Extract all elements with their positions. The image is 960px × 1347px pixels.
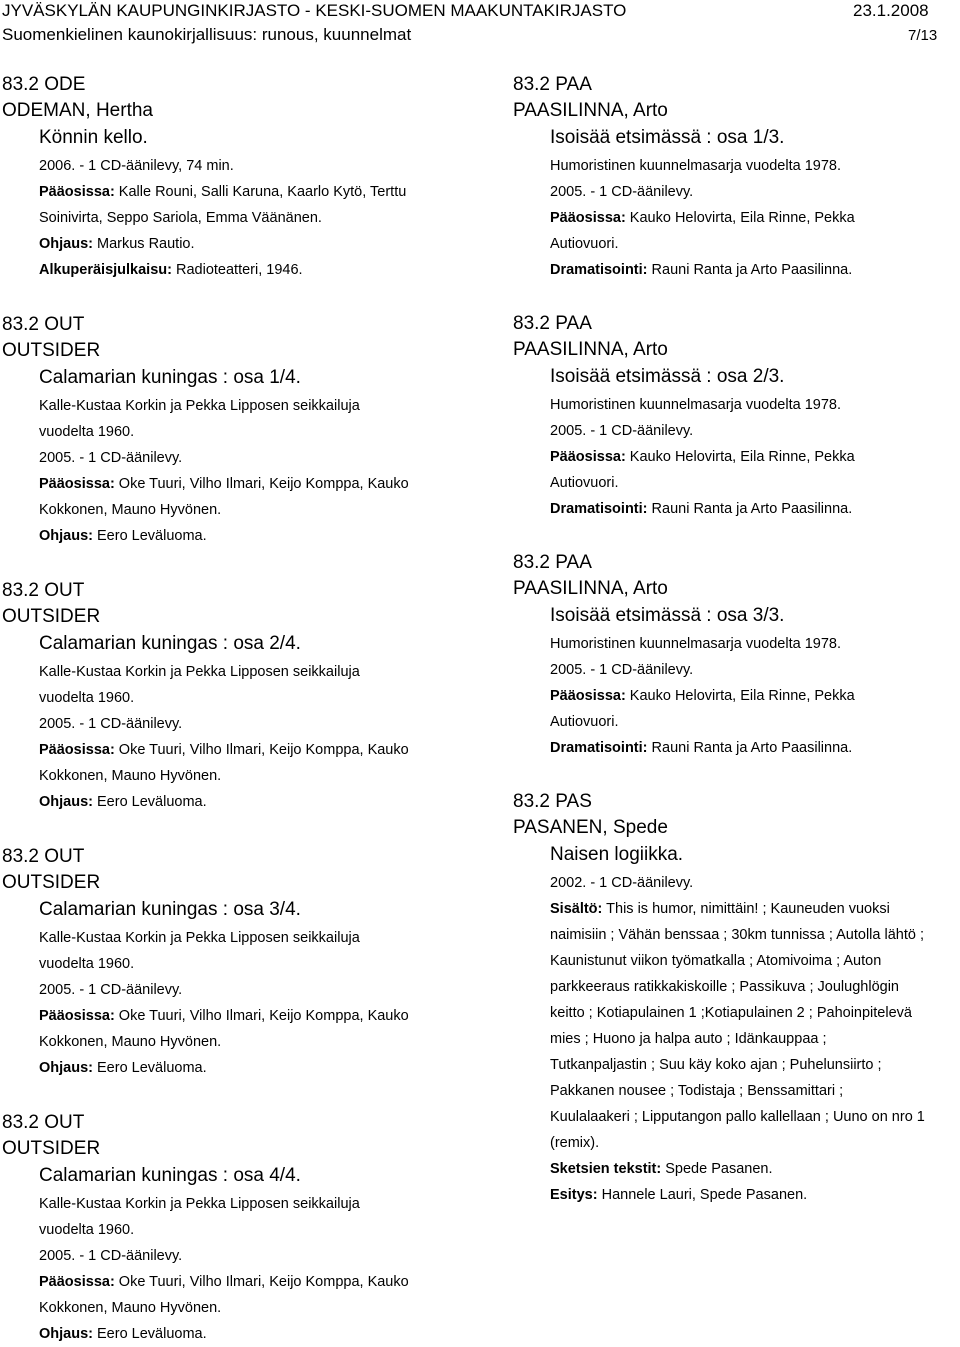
detail-line	[513, 153, 960, 179]
detail-line	[2, 257, 472, 283]
detail-line	[513, 231, 960, 257]
detail-text: 2005. - 1 CD-äänilevy.	[550, 423, 694, 439]
detail-line	[2, 153, 472, 179]
detail-line	[2, 1217, 472, 1243]
author-name: PAASILINNA, Arto	[513, 339, 668, 360]
detail-text: Markus Rautio.	[92, 236, 195, 252]
detail-text: Eero Leväluoma.	[92, 1060, 207, 1076]
detail-text: vuodelta 1960.	[39, 690, 135, 706]
shelf-code: 83.2 OUT	[2, 846, 85, 867]
detail-text: Kauko Helovirta, Eila Rinne, Pekka	[625, 688, 855, 704]
item-title: Könnin kello.	[39, 127, 148, 148]
detail-text: Kokkonen, Mauno Hyvönen.	[39, 1034, 222, 1050]
item-title: Calamarian kuningas : osa 2/4.	[39, 633, 301, 654]
catalog-entry	[2, 578, 472, 815]
detail-text: 2005. - 1 CD-äänilevy.	[39, 1248, 183, 1264]
detail-text: parkkeeraus ratikkakiskoille ; Passikuva ; Joulughlögin	[550, 979, 899, 995]
detail-text: vuodelta 1960.	[39, 424, 135, 440]
shelf-code: 83.2 PAA	[513, 313, 592, 334]
detail-label: Sisältö:	[550, 901, 603, 917]
detail-line	[513, 631, 960, 657]
detail-text: Kalle-Kustaa Korkin ja Pekka Lipposen seikkailuja	[39, 930, 360, 946]
detail-line	[513, 1104, 960, 1130]
detail-text: Humoristinen kuunnelmasarja vuodelta 1978.	[550, 158, 841, 174]
catalog-entry	[513, 72, 960, 283]
author-name: PAASILINNA, Arto	[513, 100, 668, 121]
catalog-entry	[513, 550, 960, 761]
detail-line	[2, 951, 472, 977]
shelf-code: 83.2 PAA	[513, 552, 592, 573]
detail-text: 2006. - 1 CD-äänilevy, 74 min.	[39, 158, 234, 174]
detail-label: Pääosissa:	[550, 449, 626, 465]
detail-label: Pääosissa:	[550, 210, 626, 226]
detail-line	[2, 1269, 472, 1295]
detail-line	[2, 393, 472, 419]
detail-line	[2, 231, 472, 257]
detail-label: Pääosissa:	[550, 688, 626, 704]
catalog-entry	[2, 1110, 472, 1347]
detail-text: Kokkonen, Mauno Hyvönen.	[39, 1300, 222, 1316]
author-name: OUTSIDER	[2, 340, 101, 361]
detail-text: Oke Tuuri, Vilho Ilmari, Keijo Komppa, Kauko	[114, 1274, 409, 1290]
detail-text: Kauko Helovirta, Eila Rinne, Pekka	[625, 449, 855, 465]
detail-line	[2, 763, 472, 789]
detail-line	[513, 896, 960, 922]
detail-text: This is humor, nimittäin! ; Kauneuden vuoksi	[602, 901, 890, 917]
detail-line	[2, 1243, 472, 1269]
detail-text: Humoristinen kuunnelmasarja vuodelta 1978.	[550, 636, 841, 652]
detail-line	[513, 1156, 960, 1182]
detail-line	[2, 1003, 472, 1029]
detail-line	[2, 523, 472, 549]
detail-line	[2, 1191, 472, 1217]
shelf-code: 83.2 ODE	[2, 74, 86, 95]
detail-line	[513, 179, 960, 205]
item-title: Isoisää etsimässä : osa 3/3.	[550, 605, 785, 626]
item-title: Calamarian kuningas : osa 4/4.	[39, 1165, 301, 1186]
detail-text: Spede Pasanen.	[661, 1161, 773, 1177]
detail-label: Pääosissa:	[39, 1274, 115, 1290]
detail-text: 2005. - 1 CD-äänilevy.	[39, 716, 183, 732]
detail-text: 2005. - 1 CD-äänilevy.	[550, 184, 694, 200]
detail-label: Sketsien tekstit:	[550, 1161, 662, 1177]
detail-line	[2, 711, 472, 737]
detail-line	[513, 257, 960, 283]
author-name: OUTSIDER	[2, 606, 101, 627]
shelf-code: 83.2 PAS	[513, 791, 592, 812]
detail-line	[513, 735, 960, 761]
detail-text: Oke Tuuri, Vilho Ilmari, Keijo Komppa, Kauko	[114, 476, 409, 492]
detail-text: Rauni Ranta ja Arto Paasilinna.	[647, 501, 853, 517]
detail-line	[513, 205, 960, 231]
detail-text: Autiovuori.	[550, 236, 619, 252]
detail-line	[513, 1026, 960, 1052]
detail-text: Rauni Ranta ja Arto Paasilinna.	[647, 262, 853, 278]
detail-text: Kuulalaakeri ; Lipputangon pallo kallellaan ; Uuno on nro 1	[550, 1109, 925, 1125]
document-date: 23.1.2008	[853, 1, 929, 20]
detail-text: Humoristinen kuunnelmasarja vuodelta 1978.	[550, 397, 841, 413]
detail-line	[513, 870, 960, 896]
detail-text: vuodelta 1960.	[39, 1222, 135, 1238]
detail-line	[2, 659, 472, 685]
detail-label: Pääosissa:	[39, 742, 115, 758]
detail-text: Kauko Helovirta, Eila Rinne, Pekka	[625, 210, 855, 226]
item-title: Calamarian kuningas : osa 3/4.	[39, 899, 301, 920]
detail-line	[513, 1078, 960, 1104]
detail-label: Dramatisointi:	[550, 262, 648, 278]
author-name: PASANEN, Spede	[513, 817, 668, 838]
detail-text: Radioteatteri, 1946.	[171, 262, 303, 278]
detail-line	[2, 1295, 472, 1321]
detail-line	[2, 977, 472, 1003]
shelf-code: 83.2 PAA	[513, 74, 592, 95]
detail-line	[513, 1130, 960, 1156]
detail-line	[2, 205, 472, 231]
detail-label: Esitys:	[550, 1187, 598, 1203]
detail-text: Kalle-Kustaa Korkin ja Pekka Lipposen seikkailuja	[39, 398, 360, 414]
detail-text: Hannele Lauri, Spede Pasanen.	[597, 1187, 808, 1203]
shelf-code: 83.2 OUT	[2, 1112, 85, 1133]
detail-line	[2, 419, 472, 445]
detail-text: naimisiin ; Vähän benssaa ; 30km tunnissa ; Autolla lähtö ;	[550, 927, 924, 943]
detail-text: Eero Leväluoma.	[92, 794, 207, 810]
detail-text: Autiovuori.	[550, 714, 619, 730]
catalog-entry	[2, 844, 472, 1081]
detail-line	[2, 789, 472, 815]
detail-text: Kokkonen, Mauno Hyvönen.	[39, 502, 222, 518]
catalog-entry	[2, 312, 472, 549]
detail-text: (remix).	[550, 1135, 600, 1151]
detail-line	[2, 1029, 472, 1055]
item-title: Isoisää etsimässä : osa 2/3.	[550, 366, 785, 387]
catalog-entry	[2, 72, 472, 283]
item-title: Calamarian kuningas : osa 1/4.	[39, 367, 301, 388]
page-number: 7/13	[908, 27, 938, 44]
library-name: JYVÄSKYLÄN KAUPUNGINKIRJASTO - KESKI-SUOMEN MAAKUNTAKIRJASTO	[2, 1, 627, 20]
right-column	[513, 72, 960, 1208]
detail-label: Ohjaus:	[39, 1326, 93, 1342]
detail-label: Dramatisointi:	[550, 740, 648, 756]
detail-line	[513, 948, 960, 974]
item-title: Isoisää etsimässä : osa 1/3.	[550, 127, 785, 148]
author-name: PAASILINNA, Arto	[513, 578, 668, 599]
detail-line	[513, 683, 960, 709]
detail-text: keitto ; Kotiapulainen 1 ;Kotiapulainen 2 ; Pahoinpitelevä	[550, 1005, 912, 1021]
detail-line	[513, 922, 960, 948]
detail-text: 2005. - 1 CD-äänilevy.	[39, 982, 183, 998]
shelf-code: 83.2 OUT	[2, 314, 85, 335]
detail-text: 2005. - 1 CD-äänilevy.	[39, 450, 183, 466]
detail-text: Oke Tuuri, Vilho Ilmari, Keijo Komppa, Kauko	[114, 742, 409, 758]
detail-text: vuodelta 1960.	[39, 956, 135, 972]
left-column	[2, 72, 472, 1347]
detail-line	[513, 418, 960, 444]
author-name: OUTSIDER	[2, 1138, 101, 1159]
detail-line	[2, 737, 472, 763]
detail-line	[2, 445, 472, 471]
detail-label: Pääosissa:	[39, 1008, 115, 1024]
catalog-entry	[513, 311, 960, 522]
detail-line	[2, 179, 472, 205]
detail-text: 2002. - 1 CD-äänilevy.	[550, 875, 694, 891]
detail-line	[2, 925, 472, 951]
author-name: ODEMAN, Hertha	[2, 100, 153, 121]
detail-line	[2, 685, 472, 711]
detail-text: Kokkonen, Mauno Hyvönen.	[39, 768, 222, 784]
document-subtitle: Suomenkielinen kaunokirjallisuus: runous, kuunnelmat	[2, 25, 412, 44]
detail-text: mies ; Huono ja halpa auto ; Idänkauppaa ;	[550, 1031, 827, 1047]
detail-text: Tutkanpaljastin ; Suu käy koko ajan ; Puhelunsiirto ;	[550, 1057, 882, 1073]
detail-text: Rauni Ranta ja Arto Paasilinna.	[647, 740, 853, 756]
detail-label: Dramatisointi:	[550, 501, 648, 517]
detail-line	[2, 1321, 472, 1347]
detail-label: Ohjaus:	[39, 236, 93, 252]
detail-line	[513, 1000, 960, 1026]
catalog-entry	[513, 789, 960, 1208]
detail-line	[513, 974, 960, 1000]
detail-text: Autiovuori.	[550, 475, 619, 491]
detail-text: Kalle Rouni, Salli Karuna, Kaarlo Kytö, Terttu	[114, 184, 407, 200]
detail-line	[513, 444, 960, 470]
detail-text: Oke Tuuri, Vilho Ilmari, Keijo Komppa, Kauko	[114, 1008, 409, 1024]
detail-label: Ohjaus:	[39, 794, 93, 810]
detail-text: Eero Leväluoma.	[92, 528, 207, 544]
shelf-code: 83.2 OUT	[2, 580, 85, 601]
item-title: Naisen logiikka.	[550, 844, 684, 865]
detail-line	[513, 496, 960, 522]
detail-text: Pakkanen nousee ; Todistaja ; Benssamittari ;	[550, 1083, 844, 1099]
detail-label: Ohjaus:	[39, 1060, 93, 1076]
detail-line	[513, 1182, 960, 1208]
detail-line	[2, 471, 472, 497]
detail-text: Soinivirta, Seppo Sariola, Emma Väänänen.	[39, 210, 322, 226]
detail-label: Ohjaus:	[39, 528, 93, 544]
detail-line	[513, 1052, 960, 1078]
detail-text: Kalle-Kustaa Korkin ja Pekka Lipposen seikkailuja	[39, 664, 360, 680]
detail-text: Kaunistunut viikon työmatkalla ; Atomivoima ; Auton	[550, 953, 882, 969]
detail-text: 2005. - 1 CD-äänilevy.	[550, 662, 694, 678]
detail-text: Eero Leväluoma.	[92, 1326, 207, 1342]
author-name: OUTSIDER	[2, 872, 101, 893]
detail-line	[513, 392, 960, 418]
detail-line	[2, 1055, 472, 1081]
detail-line	[513, 470, 960, 496]
detail-text: Kalle-Kustaa Korkin ja Pekka Lipposen seikkailuja	[39, 1196, 360, 1212]
detail-line	[513, 709, 960, 735]
detail-label: Pääosissa:	[39, 476, 115, 492]
detail-label: Pääosissa:	[39, 184, 115, 200]
detail-line	[2, 497, 472, 523]
detail-line	[513, 657, 960, 683]
detail-label: Alkuperäisjulkaisu:	[39, 262, 172, 278]
